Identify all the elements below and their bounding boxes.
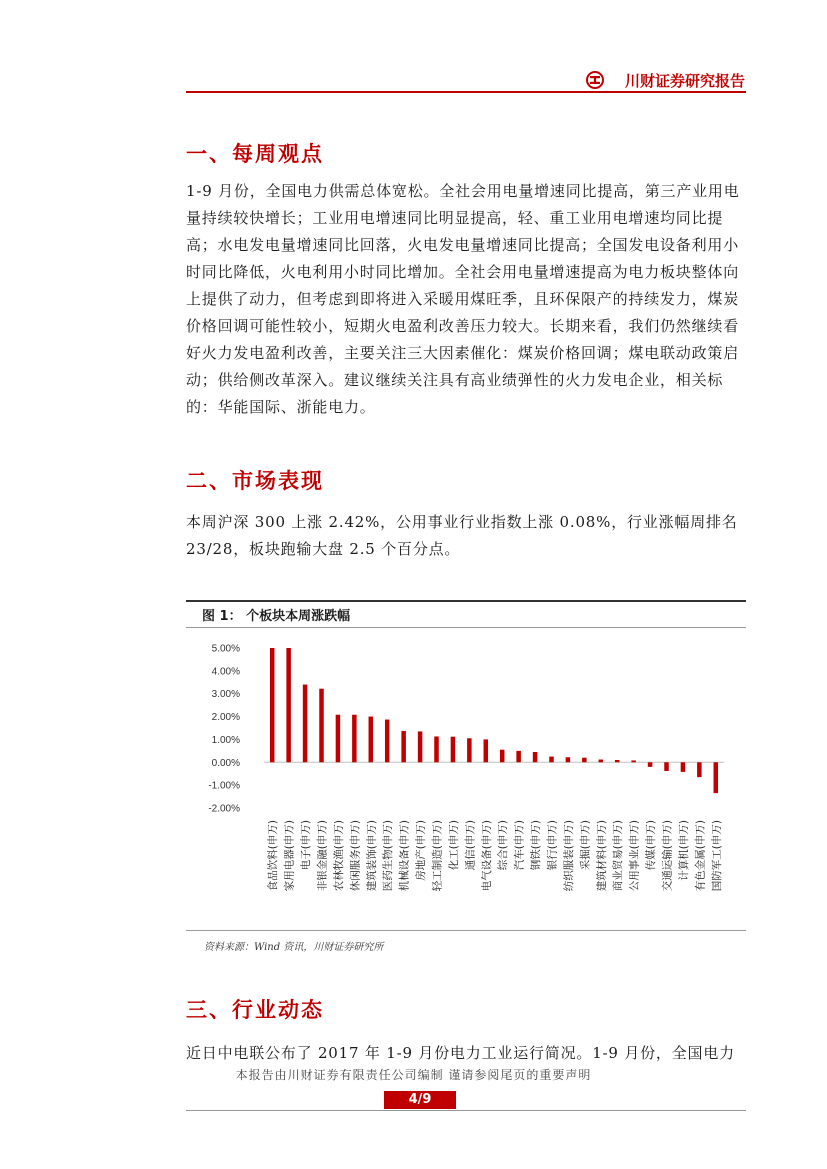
section-heading-market: 二、市场表现: [186, 469, 324, 493]
y-tick-label: 2.00%: [211, 712, 240, 724]
footer-rule: [186, 1110, 746, 1111]
bar: [401, 731, 406, 762]
x-category-label: 商业贸易(申万): [612, 820, 625, 892]
bar: [681, 762, 686, 772]
section-heading-industry: 三、行业动态: [186, 998, 324, 1022]
bar: [484, 739, 489, 762]
y-tick-label: 0.00%: [211, 757, 240, 769]
bar: [451, 737, 456, 763]
x-category-label: 有色金属(申万): [694, 820, 707, 892]
x-category-label: 家用电器(申万): [283, 820, 296, 892]
sector-change-bar-chart: [186, 630, 746, 926]
weekly-view-paragraph: 1-9 月份，全国电力供需总体宽松。全社会用电量增速同比提高，第三产业用电量持续较快增长；工业用电增速同比明显提高，轻、重工业用电增速均同比提高；水电发电量增速同比回落，火电发电量增速同比提高；全国发电设备利用小时同比降低，火电利用小时同比增加。全社会用电量增速提高为电力板块整体向上提供了动力，但考虑到即将进入采暖用煤旺季，且环保限产的持续发力，煤炭价格回调可能性较小，短期火电盈利改善压力较大。长期来看，我们仍然继续看好火力发电盈利改善，主要关注三大因素催化：煤炭价格回调；煤电联动政策启动；供给侧改革深入。建议继续关注具有高业绩弹性的火力发电企业，相关标的：华能国际、浙能电力。: [186, 182, 740, 416]
x-category-label: 采掘(申万): [579, 820, 592, 871]
bar: [631, 760, 636, 762]
bar: [336, 715, 341, 763]
x-category-label: 电气设备(申万): [480, 820, 493, 892]
bar: [500, 750, 505, 763]
bar: [270, 648, 275, 762]
x-category-label: 公用事业(申万): [628, 820, 641, 892]
bar: [697, 762, 702, 777]
bar: [434, 736, 439, 762]
bar: [615, 760, 620, 762]
x-category-label: 非银金融(申万): [316, 820, 329, 892]
bar: [303, 685, 308, 763]
x-category-label: 医药生物(申万): [382, 820, 395, 892]
bar: [286, 648, 291, 762]
x-category-label: 建筑装饰(申万): [365, 820, 378, 892]
figure-top-rule: [186, 600, 746, 602]
market-paragraph: 本周沪深 300 上涨 2.42%，公用事业行业指数上涨 0.08%，行业涨幅周排名 23/28，板块跑输大盘 2.5 个百分点。: [186, 513, 738, 558]
y-tick-label: -1.00%: [208, 780, 240, 792]
footer-disclaimer: 本报告由川财证券有限责任公司编制 谨请参阅尾页的重要声明: [235, 1068, 592, 1082]
bar: [385, 720, 390, 763]
x-category-label: 房地产(申万): [415, 820, 428, 881]
x-category-label: 机械设备(申万): [398, 820, 411, 892]
bar: [549, 757, 554, 763]
x-category-label: 国防军工(申万): [710, 820, 723, 892]
x-category-label: 汽车(申万): [513, 820, 526, 871]
header-divider: [186, 91, 746, 93]
x-category-label: 食品饮料(申万): [267, 820, 280, 892]
x-category-label: 电子(申万): [300, 820, 313, 871]
bar: [714, 762, 719, 793]
bar: [369, 717, 374, 763]
bar: [418, 731, 423, 762]
x-category-label: 传媒(申万): [645, 820, 658, 871]
figure-source-note: 资料来源：Wind 资讯，川财证券研究所: [204, 942, 384, 953]
y-tick-label: 5.00%: [211, 643, 240, 655]
x-category-label: 通信(申万): [464, 820, 477, 871]
bar: [582, 758, 587, 763]
page-number: 4/9: [384, 1091, 456, 1109]
x-category-label: 轻工制造(申万): [431, 820, 444, 892]
bar: [648, 762, 653, 767]
sichuan-caitong-logo-icon: [586, 71, 604, 89]
bar: [516, 751, 521, 762]
x-category-label: 休闲服务(申万): [349, 820, 362, 892]
x-category-label: 化工(申万): [447, 820, 460, 871]
x-category-label: 纺织服装(申万): [562, 820, 575, 892]
x-category-label: 农林牧渔(申万): [332, 820, 345, 892]
bar: [467, 738, 472, 762]
x-category-label: 综合(申万): [497, 820, 510, 871]
bar: [352, 715, 357, 763]
bar: [664, 762, 669, 771]
bar: [533, 752, 538, 762]
x-category-label: 计算机(申万): [677, 820, 690, 881]
report-header-title: 川财证券研究报告: [624, 72, 745, 90]
x-category-label: 交通运输(申万): [661, 820, 674, 892]
y-tick-label: 1.00%: [211, 734, 240, 746]
industry-paragraph: 近日中电联公布了 2017 年 1-9 月份电力工业运行简况。1-9 月份，全国电力: [186, 1044, 735, 1062]
figure-title-rule: [186, 627, 746, 628]
y-tick-label: -2.00%: [208, 803, 240, 815]
x-category-label: 银行(申万): [546, 820, 559, 871]
x-category-label: 钢铁(申万): [530, 820, 543, 871]
figure-title: 图 1： 个板块本周涨跌幅: [202, 609, 351, 624]
bar: [319, 689, 324, 763]
bar: [566, 757, 571, 762]
x-category-label: 建筑材料(申万): [595, 820, 608, 892]
bar: [599, 760, 604, 763]
y-tick-label: 3.00%: [211, 689, 240, 701]
figure-bottom-rule: [186, 930, 746, 931]
y-tick-label: 4.00%: [211, 666, 240, 678]
section-heading-weekly-view: 一、每周观点: [186, 142, 324, 166]
